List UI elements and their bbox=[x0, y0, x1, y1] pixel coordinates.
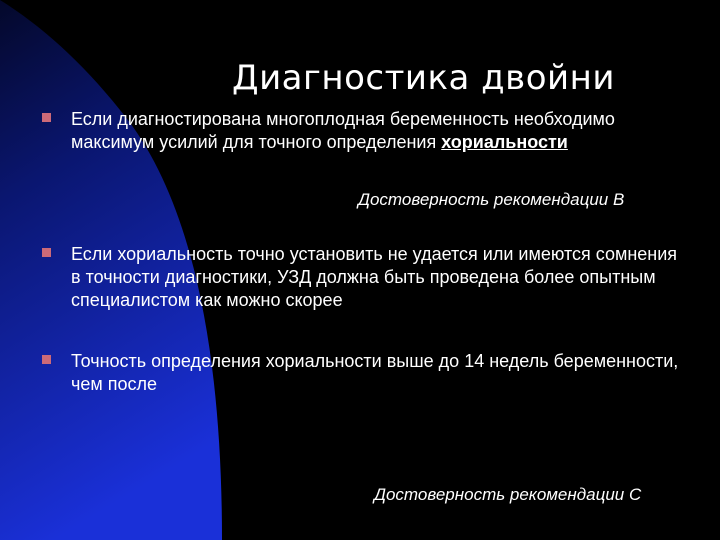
bullet-text bbox=[71, 108, 691, 154]
evidence-level-b: Достоверность рекомендации B bbox=[358, 190, 625, 209]
evidence-level-c: Достоверность рекомендации C bbox=[374, 485, 642, 504]
bullet-square-icon bbox=[42, 355, 51, 364]
bullet-square-icon bbox=[42, 113, 51, 122]
bullet-text: Если хориальность точно установить не удается или имеются сомнения в точности диагностики, УЗД должна быть проведена более опытным специалистом как можно скорее bbox=[71, 244, 678, 310]
slide-title: Диагностика двойни bbox=[232, 58, 615, 98]
bullet-square-icon bbox=[42, 248, 51, 257]
bullet-emphasis-text: хориальности bbox=[441, 132, 568, 152]
bullet-body-text: Если диагностирована многоплодная беременность необходимо максимум усилий для точного определения bbox=[71, 109, 615, 152]
bullet-text: Точность определения хориальности выше до 14 недель беременности, чем после bbox=[71, 351, 679, 394]
